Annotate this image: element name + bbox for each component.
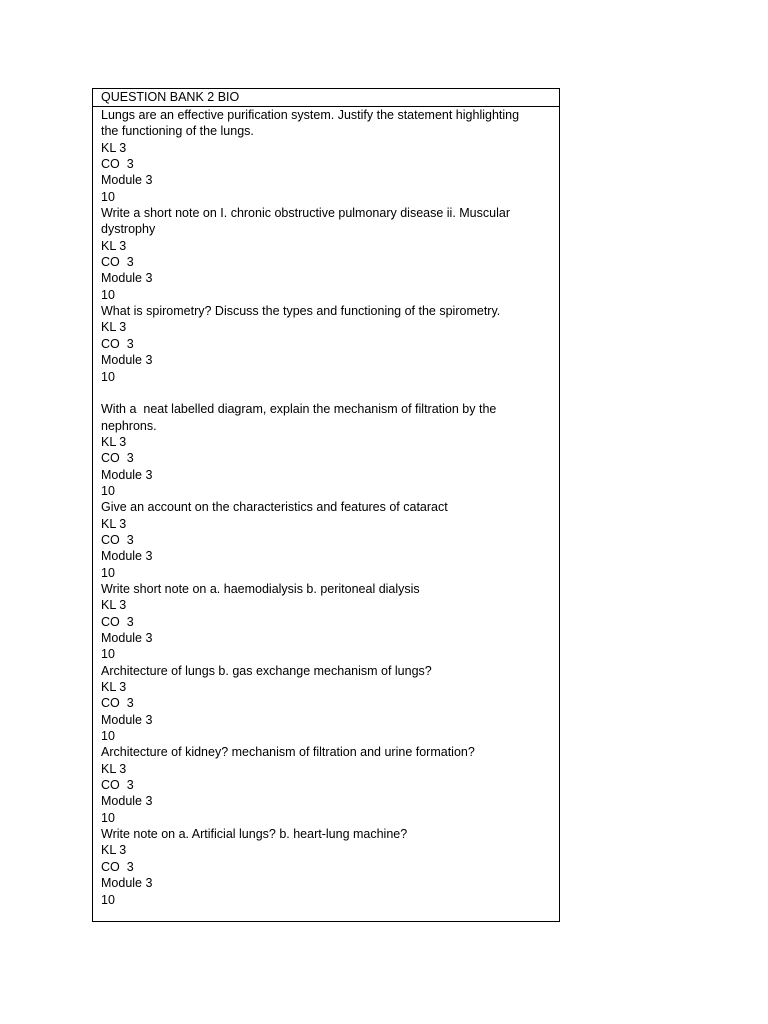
question-line: Module 3 [101,271,153,286]
question-line: Module 3 [101,631,153,645]
question-line: Write note on a. Artificial lungs? b. heart-lung machine? [101,827,408,842]
question-line: Module 3 [101,173,153,188]
question-line: 10 [101,369,115,384]
question-line: 10 [101,189,115,204]
question-line: 10 [101,729,115,744]
question-line: CO 3 [101,696,134,711]
question-line: Module 3 [101,876,153,891]
question-line: CO 3 [101,336,134,351]
question-line: KL 3 [101,680,127,695]
question-line: 10 [101,647,115,662]
document-title: QUESTION BANK 2 BIO [93,89,559,107]
question-line: KL 3 [101,320,127,335]
question-line: CO 3 [101,157,134,172]
question-line: Write a short note on I. chronic obstructive pulmonary disease ii. Muscular [101,206,510,221]
question-line: What is spirometry? Discuss the types and functioning of the spirometry. [101,304,501,319]
question-line: CO 3 [101,255,134,270]
question-line: the functioning of the lungs. [101,124,254,139]
question-line: 10 [101,810,115,825]
question-line: KL 3 [101,761,127,776]
question-line: Architecture of kidney? mechanism of filtration and urine formation? [101,745,475,760]
question-line: 10 [101,565,115,580]
question-line: CO 3 [101,451,134,466]
question-line: CO 3 [101,614,134,629]
blank-line [101,385,551,401]
question-line: KL 3 [101,140,127,155]
question-line: KL 3 [101,516,127,531]
question-line: nephrons. [101,418,157,433]
question-line: KL 3 [101,598,127,613]
question-line: Architecture of lungs b. gas exchange mechanism of lungs? [101,663,432,678]
question-line: Give an account on the characteristics and features of cataract [101,500,448,515]
question-line: With a neat labelled diagram, explain the mechanism of filtration by the [101,402,497,417]
question-line: KL 3 [101,434,127,449]
question-line: 10 [101,892,115,907]
question-line: dystrophy [101,222,156,237]
question-line: KL 3 [101,238,127,253]
question-list [93,107,559,908]
question-line: Module 3 [101,549,153,564]
question-line: 10 [101,287,115,302]
question-bank-table [92,88,560,922]
question-line: Module 3 [101,794,153,809]
question-line: Module 3 [101,467,153,482]
question-line: CO 3 [101,859,134,874]
question-line: KL 3 [101,843,127,858]
question-line: Module 3 [101,712,153,727]
question-line: CO 3 [101,778,134,793]
question-line: Lungs are an effective purification system. Justify the statement highlighting [101,108,520,122]
question-line: Module 3 [101,353,153,368]
question-line: Write short note on a. haemodialysis b. peritoneal dialysis [101,581,420,596]
question-line: CO 3 [101,532,134,547]
question-line: 10 [101,483,115,498]
